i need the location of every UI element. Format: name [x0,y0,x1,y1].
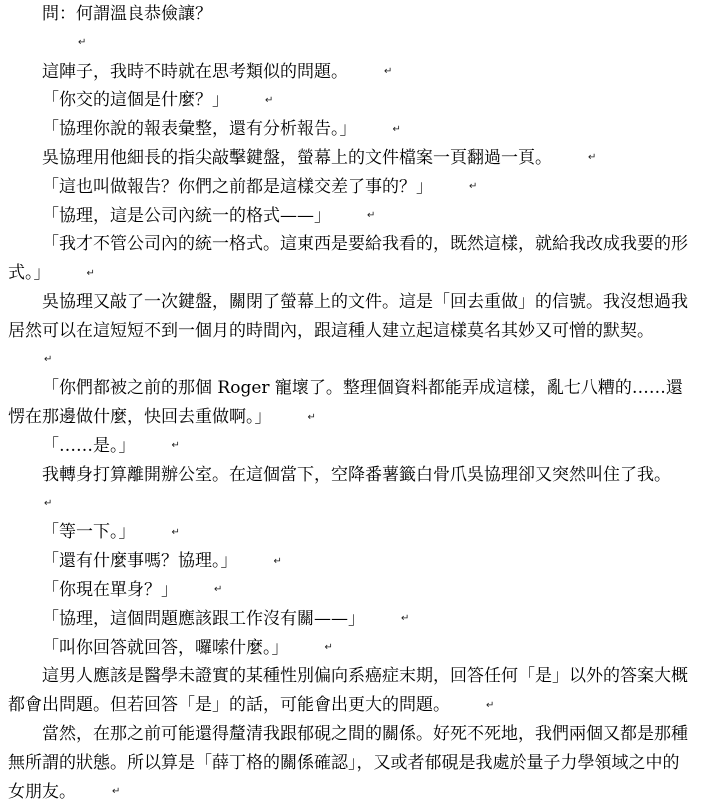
paragraph-text: 「協理你說的報表彙整，還有分析報告。」 [42,119,357,140]
paragraph-mark-icon: ↵ [78,37,87,49]
paragraph-mark-icon: ↵ [44,354,53,366]
paragraph [8,518,688,547]
paragraph [8,605,688,634]
paragraph [8,720,688,806]
paragraph [8,86,688,115]
paragraph-mark-icon: ↵ [486,699,495,711]
paragraph [8,202,688,231]
paragraph-text: 「你交的這個是什麼？」 [42,90,229,111]
paragraph-text: 「你現在單身？」 [42,579,178,600]
paragraph [8,547,688,576]
document-page [8,0,688,806]
paragraph-text: 我轉身打算離開辦公室。在這個當下，空降番薯籤白骨爪吳協理卻又突然叫住了我。 [42,464,671,485]
paragraph [8,288,688,374]
paragraph-text: 這陣子，我時不時就在思考類似的問題。 [42,61,348,82]
paragraph-text: 問：何謂溫良恭儉讓？ [42,4,212,24]
paragraph-text: 吳協理又敲了一次鍵盤，關閉了螢幕上的文件。這是「回去重做」的信號。我沒想過我居然可以在這短短不到一個月的時間內，跟這種人建立起這樣莫名其妙又可憎的默契。 [8,291,688,341]
paragraph-mark-icon: ↵ [469,181,478,193]
paragraph-text: 「……是。」 [42,435,136,456]
paragraph-mark-icon: ↵ [324,642,333,654]
paragraph-mark-icon: ↵ [44,498,53,510]
paragraph-mark-icon: ↵ [367,210,376,222]
paragraph-text: 吳協理用他細長的指尖敲擊鍵盤，螢幕上的文件檔案一頁翻過一頁。 [42,147,552,168]
paragraph-text: 當然，在那之前可能還得釐清我跟郁硯之間的關係。好死不死地，我們兩個又都是那種無所謂的狀態。所以算是「薛丁格的關係確認」，又或者郁硯是我處於量子力學領域之中的女朋友。 [8,723,688,802]
paragraph [8,662,688,720]
paragraph [8,173,688,202]
paragraph-mark-icon: ↵ [214,584,223,596]
paragraph [8,634,688,663]
paragraph [8,432,688,461]
paragraph-text: 「協理，這是公司內統一的格式——」 [42,205,331,226]
paragraph-text: 「叫你回答就回答，囉嗦什麼。」 [42,637,289,658]
paragraph-mark-icon: ↵ [401,613,410,625]
paragraph [8,461,688,519]
paragraph [8,0,688,29]
paragraph-text: 「等一下。」 [42,522,136,543]
paragraph-text: 「我才不管公司內的統一格式。這東西是要給我看的，既然這樣，就給我改成我要的形式。」 [8,234,688,284]
paragraph-text: 「還有什麼事嗎？協理。」 [42,551,238,572]
paragraph [8,374,688,432]
paragraph [8,58,688,87]
paragraph-mark-icon: ↵ [384,66,393,78]
paragraph-text: 「這也叫做報告？你們之前都是這樣交差了事的？」 [42,176,433,197]
paragraph [8,115,688,144]
paragraph [8,144,688,173]
paragraph-mark-icon: ↵ [86,267,95,279]
paragraph-mark-icon: ↵ [112,786,121,798]
paragraph-text: 這男人應該是醫學未證實的某種性別偏向系癌症末期，回答任何「是」以外的答案大概都會出問題。但若回答「是」的話，可能會出更大的問題。 [8,666,688,716]
paragraph-mark-icon: ↵ [307,411,316,423]
paragraph [8,29,688,58]
paragraph-mark-icon: ↵ [588,152,597,164]
paragraph [8,230,688,288]
paragraph [8,576,688,605]
paragraph-mark-icon: ↵ [171,440,180,452]
paragraph-mark-icon: ↵ [171,526,180,538]
paragraph-text: 「你們都被之前的那個 Roger 寵壞了。整理個資料都能弄成這樣，亂七八糟的……還愣在那邊做什麼，快回去重做啊。」 [8,378,683,428]
paragraph-text: 「協理，這個問題應該跟工作沒有關——」 [42,608,365,629]
paragraph-mark-icon: ↵ [273,555,282,567]
paragraph-mark-icon: ↵ [392,123,401,135]
paragraph-mark-icon: ↵ [265,94,274,106]
